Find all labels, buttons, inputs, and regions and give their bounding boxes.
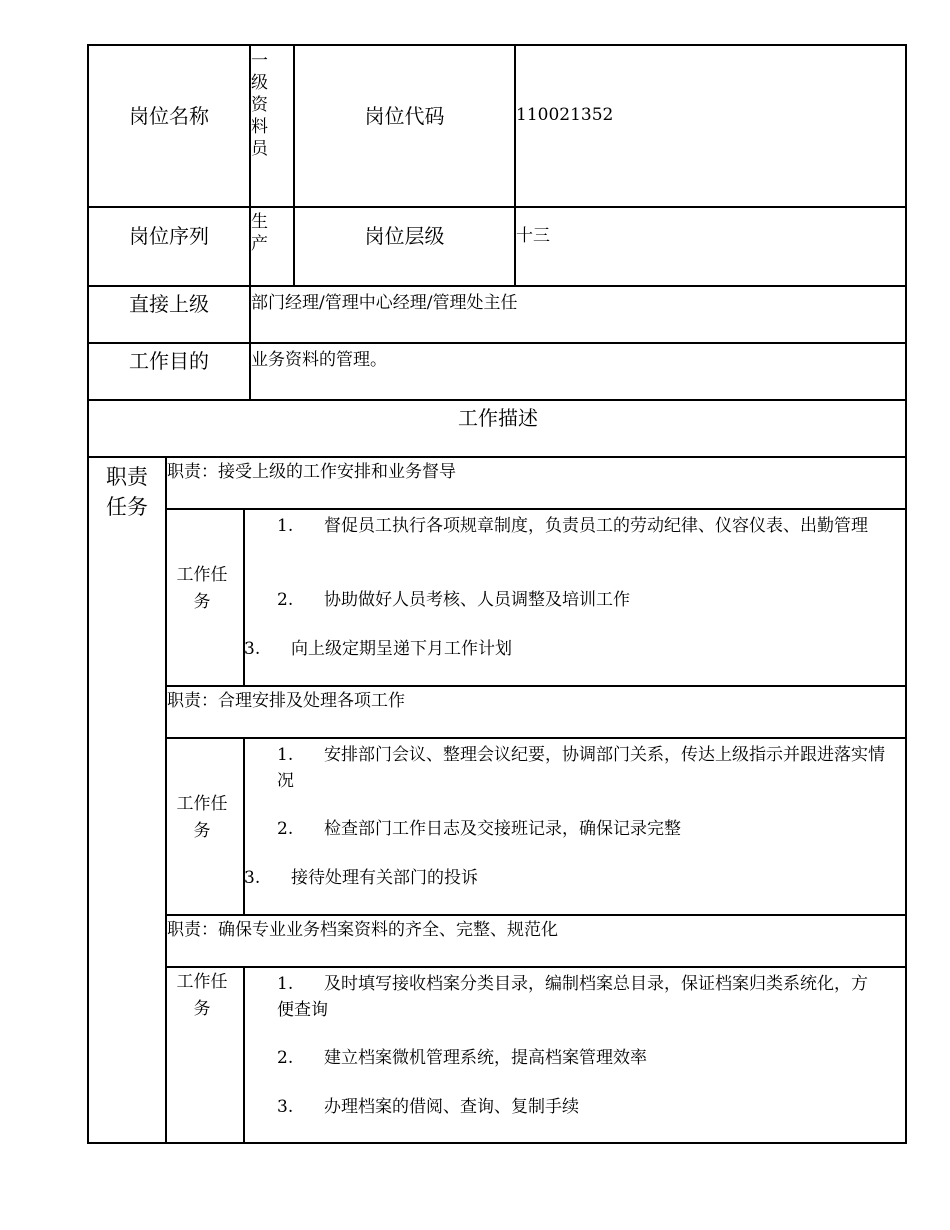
duty-title: 职责：合理安排及处理各项工作 bbox=[167, 691, 405, 711]
table-border-right bbox=[905, 44, 907, 1144]
column-divider bbox=[243, 966, 245, 1144]
row-divider bbox=[165, 914, 907, 916]
row-divider bbox=[87, 285, 907, 287]
superior-label: 直接上级 bbox=[129, 292, 209, 316]
column-divider bbox=[293, 44, 295, 286]
row-divider bbox=[165, 966, 907, 968]
post-level-label: 岗位层级 bbox=[364, 224, 445, 248]
task-text: 及时填写接收档案分类目录，编制档案总目录，保证档案归类系统化，方便查询 bbox=[277, 974, 868, 1020]
task-item bbox=[277, 1094, 889, 1120]
post-series-value: 生产 bbox=[251, 212, 268, 254]
task-text: 建立档案微机管理系统，提高档案管理效率 bbox=[324, 1048, 647, 1068]
purpose-label: 工作目的 bbox=[129, 349, 209, 373]
table-border-left bbox=[87, 44, 89, 1144]
row-divider bbox=[87, 456, 907, 458]
task-number: 2. bbox=[277, 819, 294, 839]
column-divider bbox=[165, 456, 167, 1144]
superior-value: 部门经理/管理中心经理/管理处主任 bbox=[251, 293, 518, 313]
task-item bbox=[244, 636, 884, 662]
row-divider bbox=[165, 685, 907, 687]
row-divider bbox=[87, 399, 907, 401]
post-series-label: 岗位序列 bbox=[129, 224, 209, 248]
duty-title: 职责：确保专业业务档案资料的齐全、完整、规范化 bbox=[167, 920, 558, 940]
task-label: 工作任务 bbox=[176, 565, 228, 612]
task-number: 1. bbox=[277, 974, 294, 994]
row-divider bbox=[87, 206, 907, 208]
task-text: 接待处理有关部门的投诉 bbox=[291, 868, 478, 888]
row-divider bbox=[165, 508, 907, 510]
post-code-label: 岗位代码 bbox=[364, 104, 445, 128]
task-item bbox=[277, 1045, 889, 1071]
task-text: 向上级定期呈递下月工作计划 bbox=[291, 639, 512, 659]
task-item bbox=[244, 865, 884, 891]
row-divider bbox=[165, 737, 907, 739]
task-number: 3. bbox=[244, 868, 261, 888]
task-number: 3. bbox=[244, 639, 261, 659]
post-level-value: 十三 bbox=[516, 226, 550, 246]
task-item bbox=[277, 971, 877, 1023]
column-divider bbox=[514, 44, 516, 286]
post-name-value: 一级资料员 bbox=[251, 51, 268, 159]
purpose-value: 业务资料的管理。 bbox=[251, 350, 387, 370]
task-item bbox=[277, 513, 889, 539]
task-item bbox=[277, 587, 889, 613]
post-code-value: 110021352 bbox=[516, 105, 614, 125]
table-border-top bbox=[87, 44, 907, 46]
task-number: 1. bbox=[277, 516, 294, 536]
task-number: 1. bbox=[277, 745, 294, 765]
task-number: 2. bbox=[277, 1048, 294, 1068]
task-label: 工作任务 bbox=[176, 794, 228, 841]
table-border-bottom bbox=[87, 1142, 907, 1144]
task-text: 督促员工执行各项规章制度，负责员工的劳动纪律、仪容仪表、出勤管理 bbox=[324, 516, 868, 536]
task-label: 工作任务 bbox=[176, 972, 228, 1019]
duty-section-label: 职责任务 bbox=[106, 465, 148, 519]
task-text: 安排部门会议、整理会议纪要，协调部门关系，传达上级指示并跟进落实情况 bbox=[277, 745, 885, 791]
task-text: 检查部门工作日志及交接班记录，确保记录完整 bbox=[324, 819, 681, 839]
task-text: 办理档案的借阅、查询、复制手续 bbox=[324, 1097, 579, 1117]
task-number: 2. bbox=[277, 590, 294, 610]
post-name-label: 岗位名称 bbox=[129, 104, 209, 128]
task-text: 协助做好人员考核、人员调整及培训工作 bbox=[324, 590, 630, 610]
description-title: 工作描述 bbox=[458, 406, 538, 430]
row-divider bbox=[87, 342, 907, 344]
task-item bbox=[277, 742, 889, 794]
task-number: 3. bbox=[277, 1097, 294, 1117]
duty-title: 职责：接受上级的工作安排和业务督导 bbox=[167, 462, 456, 482]
task-item bbox=[277, 816, 889, 842]
